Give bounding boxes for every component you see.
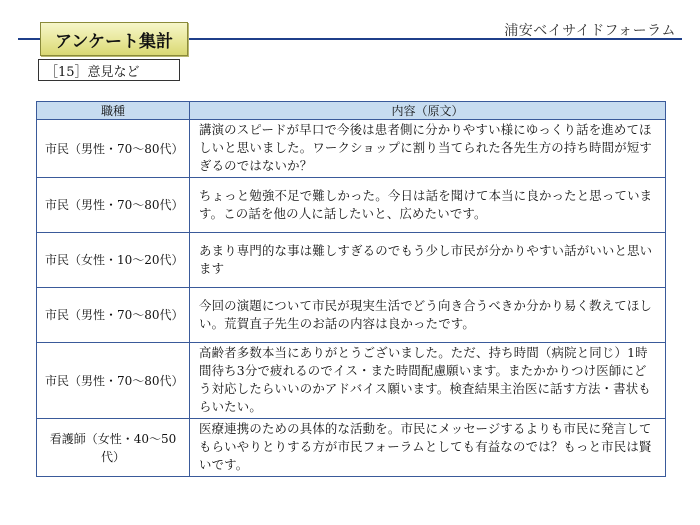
- section-label: ［15］意見など: [38, 59, 180, 81]
- job-cell: 市民（女性・10～20代）: [37, 233, 190, 288]
- job-cell: 市民（男性・70～80代）: [37, 288, 190, 343]
- content-cell: あまり専門的な事は難しすぎるのでもう少し市民が分かりやすい話がいいと思います: [190, 233, 666, 288]
- content-cell: 講演のスピードが早口で今後は患者側に分かりやすい様にゆっくり話を進めてほしいと思いました。ワークショップに割り当てられた各先生方の持ち時間が短すぎるのではないか？: [190, 120, 666, 178]
- content-cell: ちょっと勉強不足で難しかった。今日は話を聞けて本当に良かったと思っています。この話を他の人に話したいと、広めたいです。: [190, 178, 666, 233]
- page-title: アンケート集計: [40, 22, 188, 56]
- table-header-row: [37, 102, 666, 120]
- job-cell: 市民（男性・70～80代）: [37, 343, 190, 419]
- content-cell: 医療連携のための具体的な活動を。市民にメッセージするよりも市民に発言してもらいやりとりする方が市民フォーラムとしても有益なのでは？もっと市民は賢いです。: [190, 419, 666, 477]
- job-cell: 看護師（女性・40～50代）: [37, 419, 190, 477]
- job-cell: 市民（男性・70～80代）: [37, 120, 190, 178]
- table-row: [37, 178, 666, 233]
- table-row: [37, 288, 666, 343]
- brand-label: 浦安ベイサイドフォーラム: [504, 23, 676, 39]
- table-row: [37, 120, 666, 178]
- column-header-content: 内容（原文）: [190, 102, 666, 120]
- survey-table: [36, 101, 666, 477]
- column-header-job: 職種: [37, 102, 190, 120]
- table-row: [37, 419, 666, 477]
- content-cell: 今回の演題について市民が現実生活でどう向き合うべきか分かり易く教えてほしい。荒賀直子先生のお話の内容は良かったです。: [190, 288, 666, 343]
- job-cell: 市民（男性・70～80代）: [37, 178, 190, 233]
- table-row: [37, 233, 666, 288]
- table-row: [37, 343, 666, 419]
- content-cell: 高齢者多数本当にありがとうございました。ただ、持ち時間（病院と同じ）1時間待ち3分で疲れるのでイス・また時間配慮願います。またかかりつけ医師にどう対応したらいいのかアドバイス願います。検査結果主治医に話す方法・書状もらいたい。: [190, 343, 666, 419]
